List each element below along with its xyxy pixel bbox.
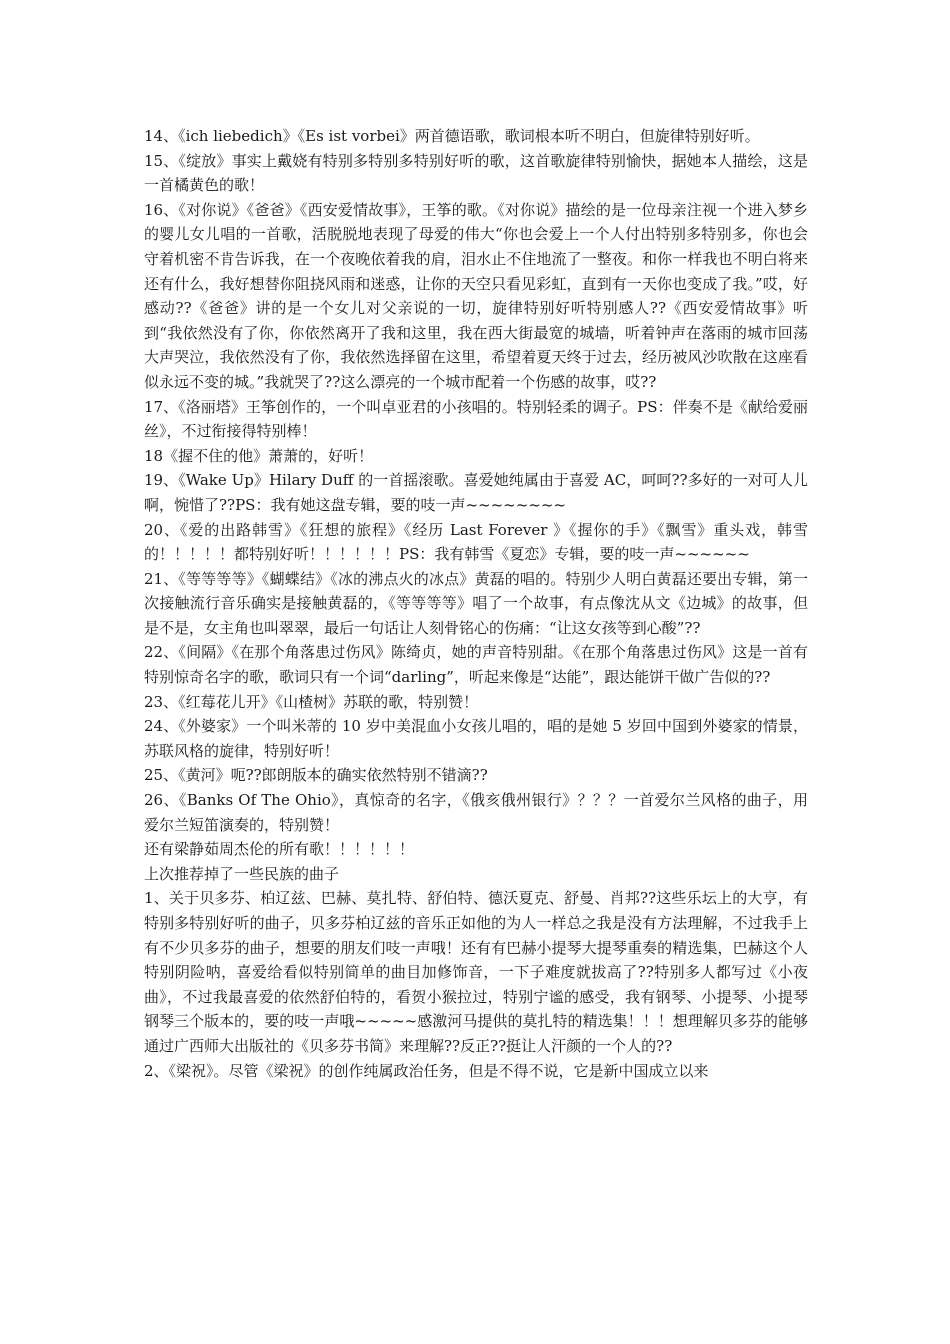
- paragraph-item-15: 15、《绽放》事实上戴娆有特别多特别多特别好听的歌，这首歌旋律特别愉快，据她本人描绘，这是一首橘黄色的歌！: [144, 151, 808, 195]
- paragraph-classical-1: 1、关于贝多芬、柏辽兹、巴赫、莫扎特、舒伯特、德沃夏克、舒曼、肖邦??这些乐坛上的大亨，有特别多特别好听的曲子，贝多芬柏辽兹的音乐正如他的为人一样总之我是没有方法理解，不过我手上有不少贝多芬的曲子，想要的朋友们吱一声哦！还有有巴赫小提琴大提琴重奏的精选集，巴赫这个人特别阴险呐，喜爱给看似特别简单的曲目加修饰音，一下子难度就拔高了??特别多人都写过《小夜曲》，不过我最喜爱的依然舒伯特的，看贺小猴拉过，特别宁谧的感受，我有钢琴、小提琴、小提琴钢琴三个版本的，要的吱一声哦~~~~~感激河马提供的莫扎特的精选集！！！想理解贝多芬的能够通过广西师大出版社的《贝多芬书简》来理解??反正??挺让人汗颜的一个人的??: [144, 889, 808, 1055]
- paragraph-item-14: 14、《ich liebedich》《Es ist vorbei》两首德语歌，歌词根本听不明白，但旋律特别好听。: [144, 127, 760, 145]
- paragraph-classical-2: 2、《梁祝》。尽管《梁祝》的创作纯属政治任务，但是不得不说，它是新中国成立以来: [144, 1061, 709, 1080]
- paragraph-ethnic-intro: 上次推荐掉了一些民族的曲子: [144, 864, 340, 883]
- paragraph-item-24: 24、《外婆家》一个叫米蒂的 10 岁中美混血小女孩儿唱的，唱的是她 5 岁回中国到外婆家的情景，苏联风格的旋律，特别好听！: [144, 717, 808, 760]
- paragraph-item-20: 20、《爱的出路韩雪》《狂想的旅程》《经历 Last Forever 》《握你的手》《飘雪》重头戏，韩雪的！！！！！都特别好听！！！！！！PS：我有韩雪《夏恋》专辑，要的吱一声~~~~~~: [144, 520, 808, 564]
- paragraph-item-21: 21、《等等等等》《蝴蝶结》《冰的沸点火的冰点》黄磊的唱的。特别少人明白黄磊还要出专辑，第一次接触流行音乐确实是接触黄磊的，《等等等等》唱了一个故事，有点像沈从文《边城》的故事，但是不是，女主角也叫翠翠，最后一句话让人刻骨铭心的伤痛：“让这女孩等到心酸”??: [144, 569, 808, 637]
- paragraph-item-18: 18《握不住的他》萧萧的，好听！: [144, 446, 374, 465]
- paragraph-liang-zhou: 还有梁静茹周杰伦的所有歌！！！！！！: [144, 840, 415, 859]
- paragraph-item-26: 26、《Banks Of The Ohio》，真惊奇的名字，《俄亥俄州银行》？？？一首爱尔兰风格的曲子，用爱尔兰短笛演奏的，特别赞！: [144, 791, 808, 834]
- paragraph-item-19: 19、《Wake Up》Hilary Duff 的一首摇滚歌。喜爱她纯属由于喜爱 AC，呵呵??多好的一对可人儿啊，惋惜了??PS：我有她这盘专辑，要的吱一声~~~~~~~~: [144, 471, 808, 514]
- paragraph-item-23: 23、《红莓花儿开》《山楂树》苏联的歌，特别赞！: [144, 692, 479, 711]
- paragraph-item-22: 22、《间隔》《在那个角落患过伤风》陈绮贞，她的声音特别甜。《在那个角落患过伤风》这是一首有特别惊奇名字的歌，歌词只有一个词“darling”，听起来像是“达能”，跟达能饼干做广告似的??: [144, 643, 808, 687]
- paragraph-item-16: 16、《对你说》《爸爸》《西安爱情故事》，王筝的歌。《对你说》描绘的是一位母亲注视一个进入梦乡的婴儿女儿唱的一首歌，活脱脱地表现了母爱的伟大“你也会爱上一个人付出特别多特别多，你也会守着机密不肯告诉我，在一个夜晚依着我的肩，泪水止不住地流了一整夜。和你一样我也不明白将来还有什么，我好想替你阻挠风雨和迷惑，让你的天空只看见彩虹，直到有一天你也变成了我。”哎，好感动??《爸爸》讲的是一个女儿对父亲说的一切，旋律特别好听特别感人??《西安爱情故事》听到“我依然没有了你，你依然离开了我和这里，我在西大街最宽的城墙，听着钟声在落雨的城市回荡大声哭泣，我依然没有了你，我依然选择留在这里，希望着夏天终于过去，经历被风沙吹散在这座看似永远不变的城。”我就哭了??这么漂亮的一个城市配着一个伤感的故事，哎??: [144, 200, 808, 391]
- paragraph-item-17: 17、《洛丽塔》王筝创作的，一个叫卓亚君的小孩唱的。特别轻柔的调子。PS：伴奏不是《献给爱丽丝》，不过衔接得特别棒！: [144, 397, 808, 441]
- paragraph-item-25: 25、《黄河》呃??郎朗版本的确实依然特别不错滴??: [144, 766, 488, 785]
- document-page: [144, 124, 808, 1083]
